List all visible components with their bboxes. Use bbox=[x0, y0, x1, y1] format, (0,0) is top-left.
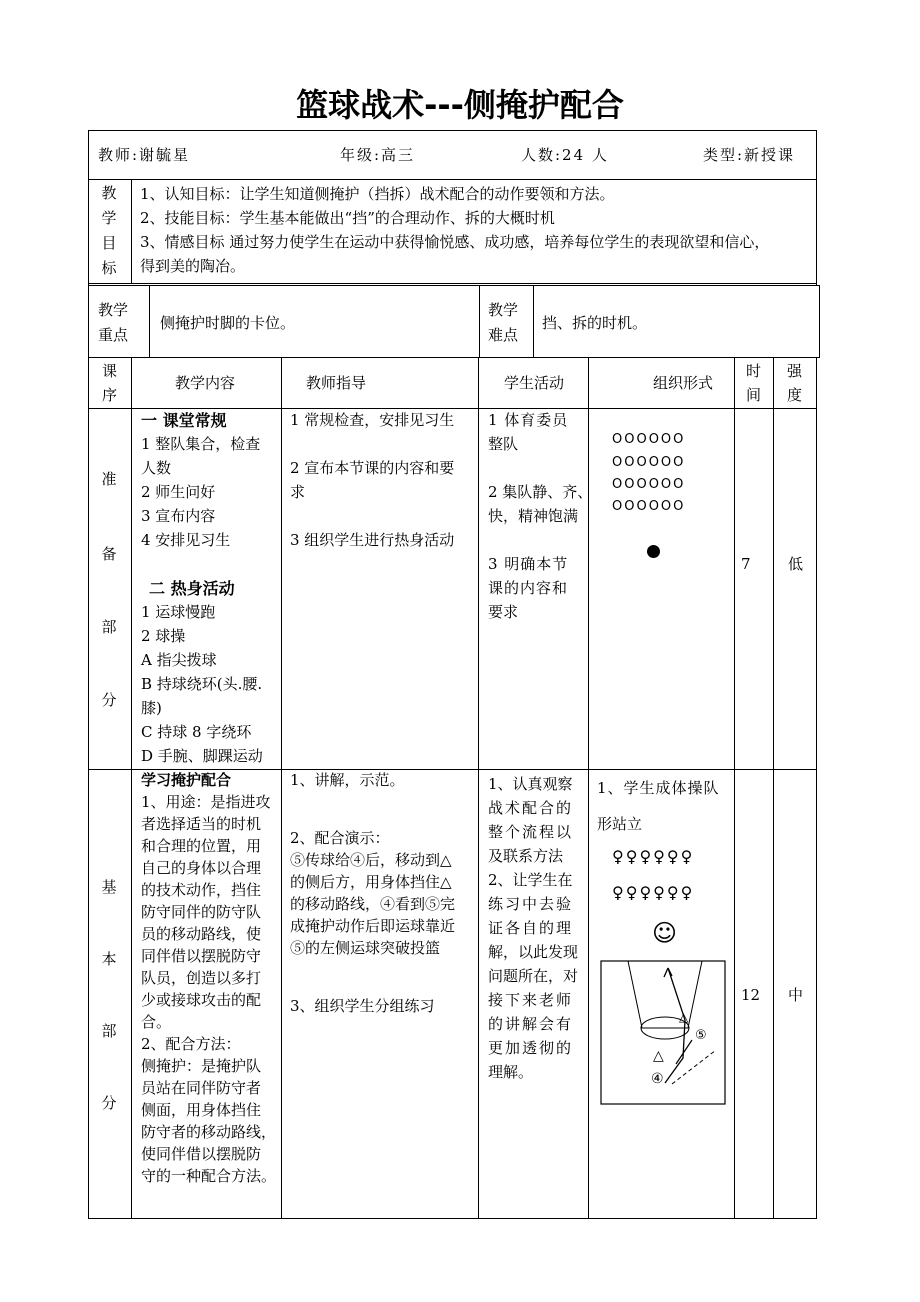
basic-line: 员站在同伴防守者 bbox=[141, 1079, 262, 1097]
student-row: OOOOOO bbox=[612, 432, 686, 447]
header-intensity-1: 强 bbox=[787, 362, 803, 380]
prep-activity-line: 3 明确本节 bbox=[488, 555, 569, 573]
student-count-field: 人数:24 人 bbox=[521, 146, 609, 164]
goal-line: 2、技能目标：学生基本能做出“挡”的合理动作、拆的大概时机 bbox=[140, 209, 555, 227]
goals-label-char: 标 bbox=[101, 259, 117, 277]
basic-line: 守的一种配合方法。 bbox=[141, 1167, 277, 1185]
basic-line: 2、配合方法： bbox=[141, 1035, 241, 1053]
prep-line: 1 运球慢跑 bbox=[141, 603, 216, 621]
basic-line: 少或接球攻击的配 bbox=[141, 991, 262, 1009]
prep-line: 膝) bbox=[141, 699, 162, 717]
prep-guide-line: 求 bbox=[290, 483, 306, 501]
basic-guide-line: 1、讲解，示范。 bbox=[290, 771, 405, 789]
header-intensity-2: 度 bbox=[787, 386, 803, 404]
basic-line: 自己的身体以合理 bbox=[141, 859, 262, 877]
prep-line: 1 整队集合，检查 bbox=[141, 435, 261, 453]
basic-line: 员的移动路线，使 bbox=[141, 925, 262, 943]
key-point-text: 侧掩护时脚的卡位。 bbox=[160, 314, 296, 332]
grade-field: 年级:高三 bbox=[340, 146, 416, 164]
basic-seq-char: 部 bbox=[101, 1022, 117, 1040]
prep-guide-line: 1 常规检查，安排见习生 bbox=[290, 411, 455, 429]
dribble-path bbox=[665, 968, 685, 1083]
basic-guide-line: 3、组织学生分组练习 bbox=[290, 997, 435, 1015]
prep-line: 2 球操 bbox=[141, 627, 186, 645]
goals-label-char: 目 bbox=[101, 234, 117, 252]
student-row: OOOOOO bbox=[612, 477, 686, 492]
basic-guide-line: 的移动路线，④看到⑤完 bbox=[290, 895, 456, 913]
goal-line: 1、认知目标：让学生知道侧掩护（挡拆）战术配合的动作要领和方法。 bbox=[140, 185, 615, 203]
prep-activity-line: 整队 bbox=[488, 435, 519, 453]
basic-seq-char: 分 bbox=[101, 1094, 117, 1112]
prep-line: A 指尖拨球 bbox=[141, 651, 217, 669]
difficulty-label-2: 难点 bbox=[488, 326, 519, 344]
prep-line: B 持球绕环(头.腰. bbox=[141, 675, 263, 693]
prep-seq-char: 备 bbox=[101, 545, 117, 563]
basic-line: 防守者的移动路线， bbox=[141, 1123, 277, 1141]
prep-line: C 持球 8 字绕环 bbox=[141, 723, 252, 741]
basic-guide-line: 的侧后方，用身体挡住△ bbox=[290, 873, 452, 891]
difficulty-text: 挡、拆的时机。 bbox=[542, 314, 648, 332]
basic-activity-line: 解，以此发现 bbox=[488, 943, 579, 961]
header-org: 组织形式 bbox=[653, 374, 714, 392]
goals-label-char: 学 bbox=[101, 209, 117, 227]
basic-line: 防守同伴的防守队 bbox=[141, 903, 262, 921]
prep-seq-char: 部 bbox=[101, 618, 117, 636]
basic-org-line: 形站立 bbox=[597, 815, 643, 833]
basic-activity-line: 战术配合的 bbox=[488, 799, 574, 817]
basic-line: 的技术动作，挡住 bbox=[141, 881, 262, 899]
basic-line: 者选择适当的时机 bbox=[141, 815, 262, 833]
key-point-label-2: 重点 bbox=[98, 326, 129, 344]
basic-activity-line: 问题所在，对 bbox=[488, 967, 579, 985]
basic-activity-line: 及联系方法 bbox=[488, 847, 564, 865]
basic-org-line: 1、学生成体操队 bbox=[597, 779, 720, 797]
teacher-dot-icon bbox=[647, 545, 660, 558]
basic-heading: 学习掩护配合 bbox=[141, 771, 232, 789]
basic-time: 12 bbox=[741, 986, 761, 1004]
basic-line: 使同伴借以摆脱防 bbox=[141, 1145, 262, 1163]
prep-activity-line: 快，精神饱满 bbox=[488, 507, 579, 525]
prep-line: 4 安排见习生 bbox=[141, 531, 231, 549]
player-4-marker: ④ bbox=[651, 1071, 664, 1087]
goal-line: 3、情感目标 通过努力使学生在运动中获得愉悦感、成功感，培养每位学生的表现欲望和信心， bbox=[140, 233, 770, 251]
prep-line: 3 宣布内容 bbox=[141, 507, 216, 525]
basic-intensity: 中 bbox=[788, 986, 804, 1004]
prep-activity-line: 2 集队静、齐、 bbox=[488, 483, 593, 501]
basic-activity-line: 2、让学生在 bbox=[488, 871, 573, 889]
basic-line: 侧掩护：是掩护队 bbox=[141, 1057, 262, 1075]
student-row: ♀♀♀♀♀♀ bbox=[612, 883, 695, 902]
prep-seq-char: 准 bbox=[101, 470, 117, 488]
goals-label-char: 教 bbox=[101, 184, 117, 202]
basic-activity-line: 理解。 bbox=[488, 1063, 534, 1081]
student-row: OOOOOO bbox=[612, 455, 686, 470]
header-seq-1: 课 bbox=[102, 362, 118, 380]
basic-activity-line: 的讲解会有 bbox=[488, 1015, 574, 1033]
basic-activity-line: 练习中去验 bbox=[488, 895, 574, 913]
basic-line: 队员，创造以多打 bbox=[141, 969, 262, 987]
free-throw-lane bbox=[628, 961, 702, 1028]
basic-line: 1、用途：是指进攻 bbox=[141, 793, 271, 811]
prep-line: D 手腕、脚踝运动 bbox=[141, 747, 263, 765]
header-guide: 教师指导 bbox=[306, 374, 367, 392]
player-5-marker: ⑤ bbox=[695, 1028, 707, 1043]
prep-activity-line: 要求 bbox=[488, 603, 519, 621]
basic-activity-line: 更加透彻的 bbox=[488, 1039, 574, 1057]
defender-triangle-icon: △ bbox=[679, 1010, 689, 1024]
basic-activity-line: 证各自的理 bbox=[488, 919, 574, 937]
goal-line: 得到美的陶冶。 bbox=[140, 257, 246, 275]
header-content: 教学内容 bbox=[175, 374, 236, 392]
prep-line: 人数 bbox=[141, 459, 172, 477]
prep-line: 2 师生问好 bbox=[141, 483, 216, 501]
basic-seq-char: 本 bbox=[101, 950, 117, 968]
basic-line: 合。 bbox=[141, 1013, 172, 1031]
prep-activity-line: 1 体育委员 bbox=[488, 411, 569, 429]
student-row: OOOOOO bbox=[612, 499, 686, 514]
prep-activity-line: 课的内容和 bbox=[488, 579, 569, 597]
prep-guide-line: 3 组织学生进行热身活动 bbox=[290, 531, 455, 549]
smiley-icon: ☺ bbox=[652, 919, 678, 947]
prep-heading-2: 二 热身活动 bbox=[149, 579, 235, 598]
header-time-1: 时 bbox=[746, 362, 762, 380]
teacher-field: 教师:谢毓星 bbox=[98, 146, 191, 164]
student-row: ♀♀♀♀♀♀ bbox=[612, 847, 695, 866]
header-time-2: 间 bbox=[746, 386, 762, 404]
basic-activity-line: 接下来老师 bbox=[488, 991, 574, 1009]
basic-guide-line: 2、配合演示： bbox=[290, 829, 390, 847]
basic-seq-char: 基 bbox=[101, 878, 117, 896]
defender-triangle-icon: △ bbox=[653, 1048, 664, 1064]
difficulty-label-1: 教学 bbox=[488, 301, 519, 319]
basic-activity-line: 1、认真观察 bbox=[488, 775, 573, 793]
basic-line: 和合理的位置，用 bbox=[141, 837, 262, 855]
header-activity: 学生活动 bbox=[504, 374, 565, 392]
basic-guide-line: ⑤的左侧运球突破投篮 bbox=[290, 939, 441, 957]
prep-guide-line: 2 宣布本节课的内容和要 bbox=[290, 459, 455, 477]
pass-line bbox=[672, 1050, 716, 1084]
basic-activity-line: 整个流程以 bbox=[488, 823, 574, 841]
page-title: 篮球战术---侧掩护配合 bbox=[296, 86, 624, 124]
lesson-type-field: 类型:新授课 bbox=[703, 146, 796, 164]
prep-intensity: 低 bbox=[788, 555, 804, 573]
basic-guide-line: 成掩护动作后即运球靠近 bbox=[290, 917, 456, 935]
basic-line: 侧面，用身体挡住 bbox=[141, 1101, 262, 1119]
prep-heading-1: 一 课堂常规 bbox=[141, 411, 227, 430]
key-point-label-1: 教学 bbox=[98, 301, 129, 319]
prep-seq-char: 分 bbox=[101, 691, 117, 709]
header-seq-2: 序 bbox=[102, 386, 118, 404]
basic-guide-line: ⑤传球给④后，移动到△ bbox=[290, 851, 452, 869]
prep-time: 7 bbox=[741, 555, 751, 573]
basic-line: 同伴借以摆脱防守 bbox=[141, 947, 262, 965]
